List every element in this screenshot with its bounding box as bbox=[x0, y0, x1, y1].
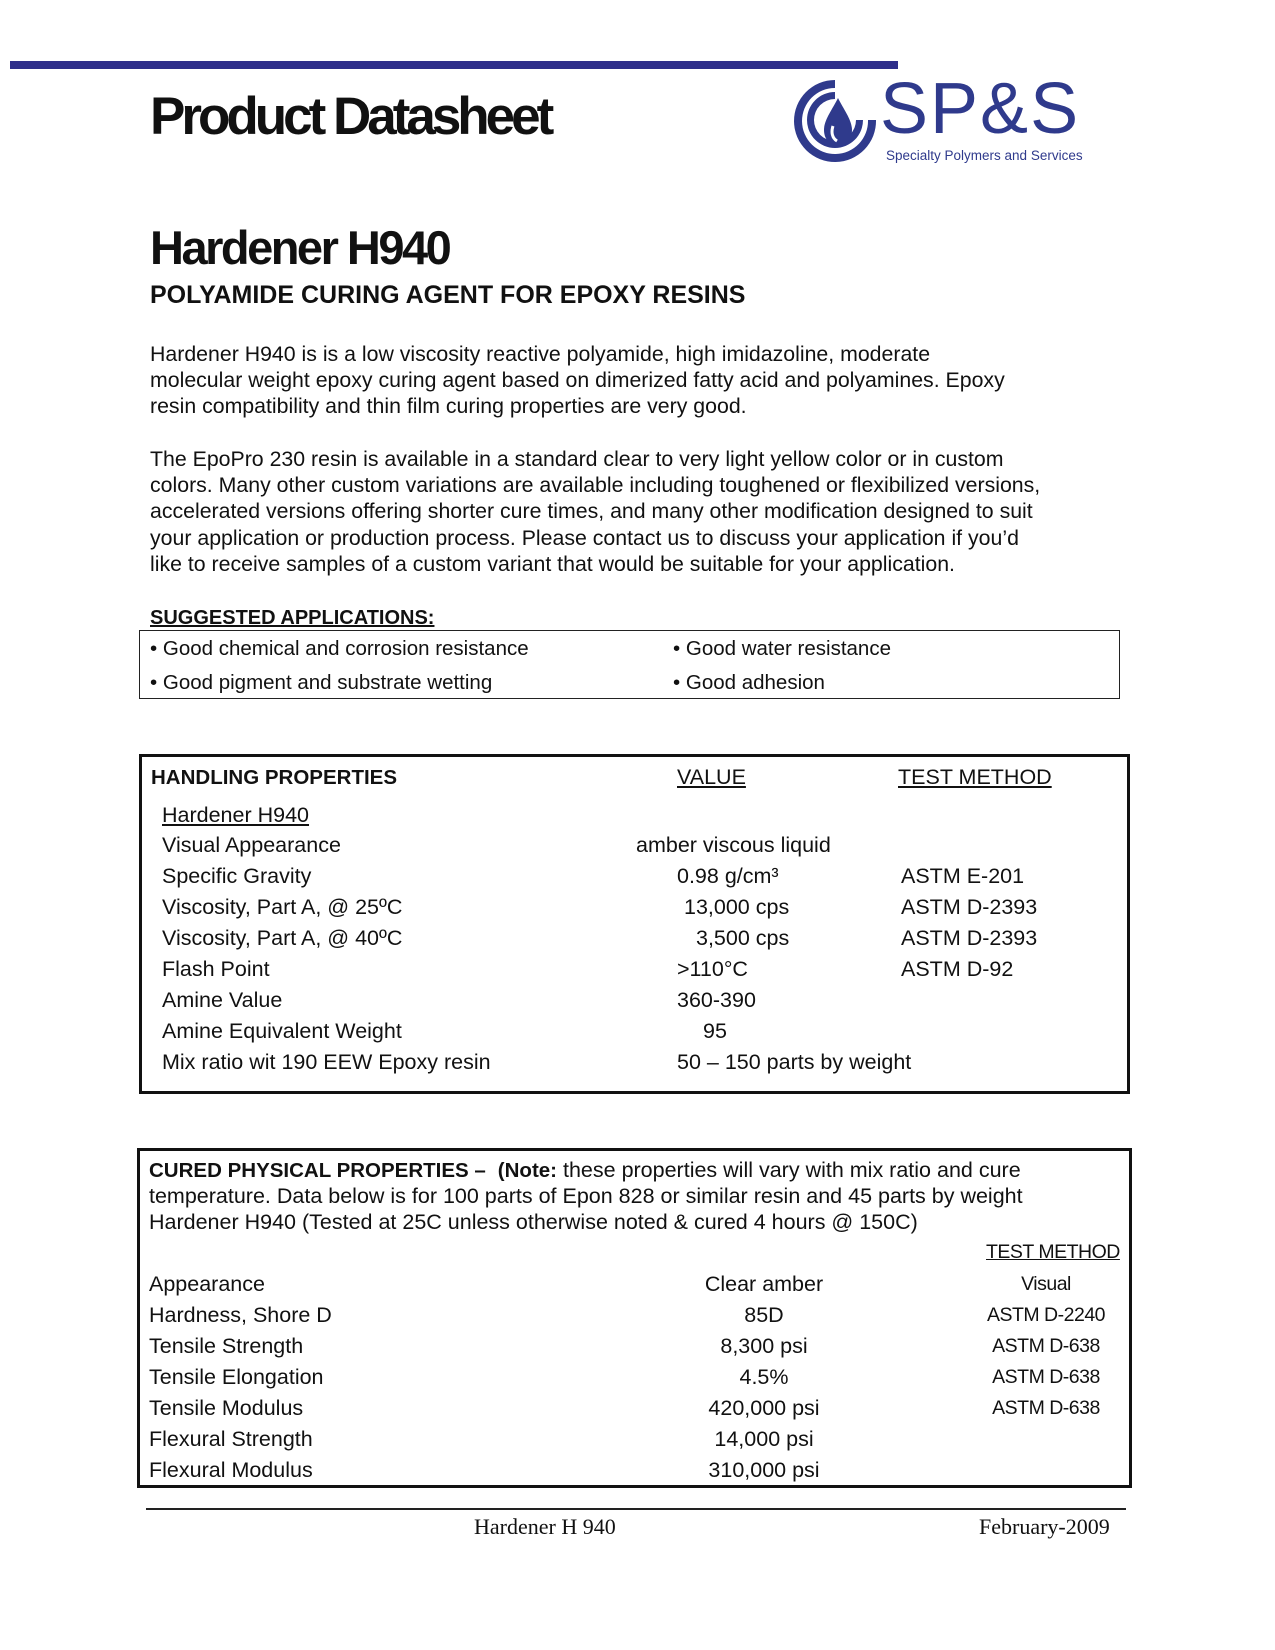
cured-heading: CURED PHYSICAL PROPERTIES – bbox=[149, 1159, 486, 1182]
property-label: Viscosity, Part A, @ 25ºC bbox=[162, 895, 403, 919]
property-label: Tensile Modulus bbox=[149, 1396, 304, 1420]
description-paragraph-2 bbox=[150, 446, 1040, 577]
text-line: Hardener H940 is is a low viscosity reactive polyamide, high imidazoline, moderate bbox=[150, 342, 931, 366]
test-method: ASTM D-2240 bbox=[986, 1304, 1106, 1326]
handling-heading: HANDLING PROPERTIES bbox=[151, 766, 398, 789]
text-line: molecular weight epoxy curing agent based on dimerized fatty acid and polyamines. Epoxy bbox=[150, 368, 1005, 393]
property-label: Tensile Strength bbox=[149, 1334, 304, 1358]
property-label: Amine Equivalent Weight bbox=[162, 1019, 402, 1043]
property-label: Specific Gravity bbox=[162, 864, 312, 888]
application-item: • Good chemical and corrosion resistance bbox=[150, 637, 529, 660]
application-item: • Good water resistance bbox=[673, 637, 891, 660]
test-method: ASTM D-92 bbox=[901, 957, 1014, 981]
description-paragraph-1 bbox=[150, 341, 1005, 420]
property-value: Clear amber bbox=[704, 1272, 824, 1296]
company-logo bbox=[788, 69, 1128, 166]
water-drop-icon bbox=[788, 74, 882, 166]
page-title: Product Datasheet bbox=[150, 87, 551, 146]
note-text: Hardener H940 (Tested at 25C unless otherwise noted & cured 4 hours @ 150C) bbox=[149, 1210, 918, 1234]
handling-properties-table bbox=[139, 754, 1130, 1094]
text-line: accelerated versions offering shorter cure times, and many other modification designed to suit bbox=[150, 499, 1033, 524]
property-value: 85D bbox=[744, 1303, 784, 1327]
property-value: 50 – 150 parts by weight bbox=[677, 1050, 912, 1074]
application-item: • Good pigment and substrate wetting bbox=[150, 671, 493, 694]
property-label: Appearance bbox=[149, 1272, 265, 1296]
property-label: Tensile Elongation bbox=[149, 1365, 324, 1389]
property-value: 0.98 g/cm³ bbox=[677, 864, 779, 888]
property-label: Flexural Modulus bbox=[149, 1458, 313, 1482]
product-name: Hardener H940 bbox=[150, 221, 450, 274]
property-label: Amine Value bbox=[162, 988, 283, 1012]
test-method: ASTM E-201 bbox=[901, 864, 1025, 888]
applications-box bbox=[139, 630, 1120, 699]
property-value: 3,500 cps bbox=[696, 926, 790, 950]
text-line: colors. Many other custom variations are available including toughened or flexibilized versions, bbox=[150, 473, 1041, 498]
application-item: • Good adhesion bbox=[673, 671, 825, 694]
property-value: 8,300 psi bbox=[720, 1334, 808, 1358]
property-value: 14,000 psi bbox=[714, 1427, 814, 1451]
test-method: ASTM D-2393 bbox=[901, 926, 1038, 950]
cured-properties-table bbox=[137, 1148, 1132, 1488]
test-method: ASTM D-2393 bbox=[901, 895, 1038, 919]
test-method: ASTM D-638 bbox=[992, 1335, 1100, 1357]
text-line: your application or production process. Please contact us to discuss your application if you’d bbox=[150, 525, 1019, 550]
property-label: Flash Point bbox=[162, 957, 270, 981]
property-label: Visual Appearance bbox=[162, 833, 341, 857]
test-method: ASTM D-638 bbox=[992, 1397, 1100, 1419]
text-line: The EpoPro 230 resin is available in a standard clear to very light yellow color or in custom bbox=[150, 447, 1004, 471]
product-label: Hardener H940 bbox=[162, 803, 310, 827]
property-value: >110°C bbox=[677, 957, 748, 981]
property-label: Hardness, Shore D bbox=[149, 1303, 332, 1327]
property-label: Mix ratio wit 190 EEW Epoxy resin bbox=[162, 1050, 491, 1074]
test-method: Visual bbox=[1021, 1273, 1071, 1295]
note-text: these properties will vary with mix ratio and cure bbox=[563, 1158, 1021, 1182]
note-text: temperature. Data below is for 100 parts of Epon 828 or similar resin and 45 parts by weight bbox=[149, 1184, 1023, 1208]
footer-date: February-2009 bbox=[979, 1514, 1110, 1539]
header-rule bbox=[10, 61, 898, 69]
logo-wordmark: SP&S bbox=[880, 69, 1081, 149]
text-line: resin compatibility and thin film curing properties are very good. bbox=[150, 394, 747, 419]
property-value: amber viscous liquid bbox=[636, 833, 831, 857]
test-method: ASTM D-638 bbox=[992, 1366, 1100, 1388]
test-method-column-header: TEST METHOD bbox=[898, 765, 1052, 789]
note-label: (Note: bbox=[497, 1159, 558, 1182]
property-value: 13,000 cps bbox=[684, 895, 790, 919]
value-column-header: VALUE bbox=[677, 765, 746, 789]
test-method-column-header: TEST METHOD bbox=[986, 1241, 1120, 1263]
text-line: like to receive samples of a custom variant that would be suitable for your application. bbox=[150, 551, 955, 576]
property-value: 360-390 bbox=[677, 988, 756, 1012]
footer-product: Hardener H 940 bbox=[474, 1514, 616, 1539]
property-value: 420,000 psi bbox=[708, 1396, 820, 1420]
property-value: 310,000 psi bbox=[708, 1458, 820, 1482]
product-subtitle: POLYAMIDE CURING AGENT FOR EPOXY RESINS bbox=[150, 281, 746, 309]
cured-heading-line bbox=[149, 1158, 1021, 1183]
property-label: Flexural Strength bbox=[149, 1427, 313, 1451]
property-value: 95 bbox=[703, 1019, 727, 1043]
footer-rule bbox=[146, 1508, 1126, 1510]
applications-heading: SUGGESTED APPLICATIONS: bbox=[150, 607, 435, 629]
property-value: 4.5% bbox=[739, 1365, 789, 1389]
logo-tagline: Specialty Polymers and Services bbox=[886, 148, 1083, 163]
property-label: Viscosity, Part A, @ 40ºC bbox=[162, 926, 403, 950]
